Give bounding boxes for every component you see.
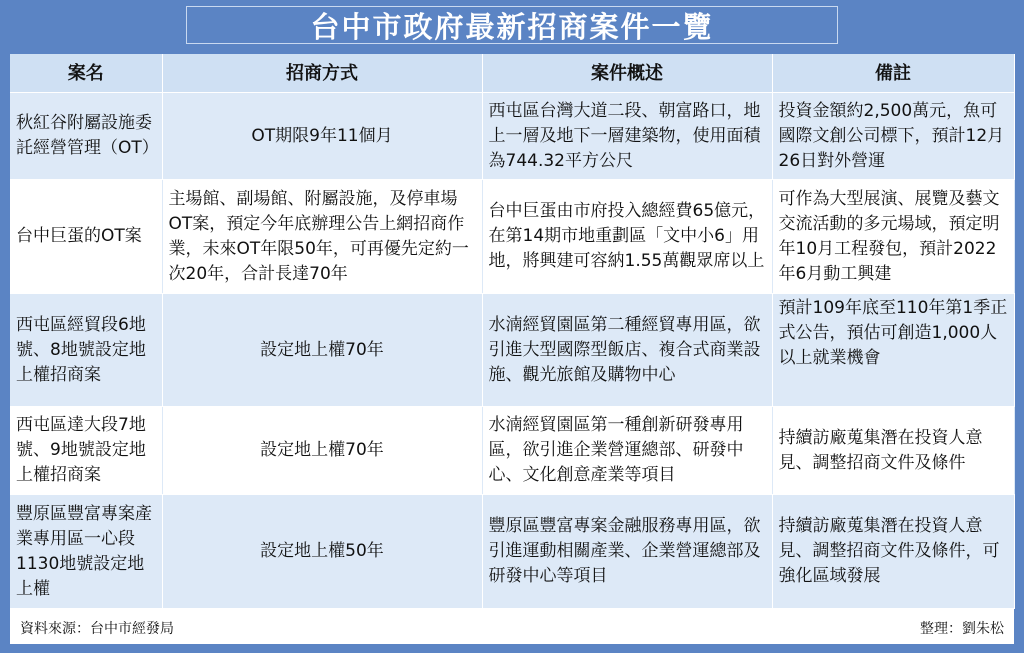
investment-table: [10, 54, 1015, 609]
column-header-note: 備註: [772, 54, 1014, 93]
cell-note: 持續訪廠蒐集潛在投資人意見、調整招商文件及條件: [772, 407, 1014, 495]
editor-credit: 整理：劉朱松: [920, 621, 1004, 637]
table-row: [10, 407, 1014, 495]
footer: [10, 614, 1014, 642]
cell-note: 可作為大型展演、展覽及藝文交流活動的多元場域，預定明年10月工程發包，預計2022年6月動工興建: [772, 180, 1014, 294]
table-row: [10, 495, 1014, 609]
page-title: 台中市政府最新招商案件一覽: [186, 6, 838, 44]
source-credit: 資料來源：台中市經發局: [20, 621, 174, 637]
table-panel: [10, 54, 1014, 644]
cell-name: 西屯區經貿段6地號、8地號設定地上權招商案: [10, 294, 162, 407]
cell-summary: 西屯區台灣大道二段、朝富路口，地上一層及地下一層建築物，使用面積為744.32平方公尺: [482, 93, 772, 180]
column-header-name: 案名: [10, 54, 162, 93]
cell-note: 投資金額約2,500萬元，魚可國際文創公司標下，預計12月26日對外營運: [772, 93, 1014, 180]
table-row: [10, 294, 1014, 407]
title-bar: [0, 0, 1024, 50]
cell-method: 主場館、副場館、附屬設施，及停車場OT案，預定今年底辦理公告上網招商作業，未來OT年限50年，可再優先定約一次20年，合計長達70年: [162, 180, 482, 294]
cell-summary: 台中巨蛋由市府投入總經費65億元，在第14期市地重劃區「文中小6」用地，將興建可容納1.55萬觀眾席以上: [482, 180, 772, 294]
cell-method: OT期限9年11個月: [162, 93, 482, 180]
cell-name: 西屯區達大段7地號、9地號設定地上權招商案: [10, 407, 162, 495]
column-header-method: 招商方式: [162, 54, 482, 93]
cell-note: 預計109年底至110年第1季正式公告，預估可創造1,000人以上就業機會: [772, 294, 1014, 407]
table-header-row: [10, 54, 1014, 93]
table-row: [10, 93, 1014, 180]
table-row: [10, 180, 1014, 294]
cell-summary: 水湳經貿園區第一種創新研發專用區，欲引進企業營運總部、研發中心、文化創意產業等項目: [482, 407, 772, 495]
cell-method: 設定地上權50年: [162, 495, 482, 609]
cell-name: 豐原區豐富專案產業專用區一心段1130地號設定地上權: [10, 495, 162, 609]
cell-name: 秋紅谷附屬設施委託經營管理（OT）: [10, 93, 162, 180]
cell-summary: 水湳經貿園區第二種經貿專用區，欲引進大型國際型飯店、複合式商業設施、觀光旅館及購物中心: [482, 294, 772, 407]
cell-method: 設定地上權70年: [162, 294, 482, 407]
cell-method: 設定地上權70年: [162, 407, 482, 495]
cell-note: 持續訪廠蒐集潛在投資人意見、調整招商文件及條件，可強化區域發展: [772, 495, 1014, 609]
column-header-summary: 案件概述: [482, 54, 772, 93]
cell-name: 台中巨蛋的OT案: [10, 180, 162, 294]
cell-summary: 豐原區豐富專案金融服務專用區，欲引進運動相關產業、企業營運總部及研發中心等項目: [482, 495, 772, 609]
